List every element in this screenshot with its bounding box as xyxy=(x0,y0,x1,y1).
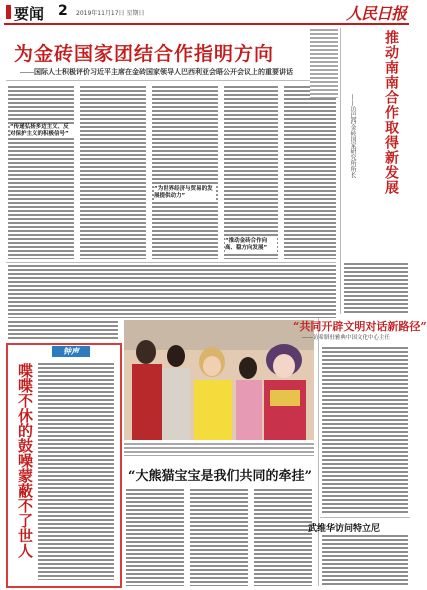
photo-caption xyxy=(124,442,314,456)
column-tag: 钟声 xyxy=(52,346,90,357)
header-rule xyxy=(4,23,409,25)
lead-subheadline: ——国际人士积极评价习近平主席在金砖国家领导人巴西利亚会晤公开会议上的重要讲话 xyxy=(20,68,293,76)
lead-bottom-rule xyxy=(6,262,336,263)
issue-date: 2019年11月17日 星期日 xyxy=(76,10,145,17)
column-divider xyxy=(340,28,341,314)
lead-column-4 xyxy=(224,85,278,259)
lead-headline[interactable]: 为金砖国家团结合作指明方向 xyxy=(14,43,275,65)
bottom-right-headline[interactable]: 武维华访问特立尼 xyxy=(308,524,381,534)
lead-column-3 xyxy=(152,85,218,259)
civilization-subheadline: ——访希腊驻雅典中国文化中心主任 xyxy=(302,335,391,341)
lead-column-5 xyxy=(284,85,336,259)
news-photo xyxy=(124,320,314,440)
panda-column-3 xyxy=(254,488,312,586)
lead-subhead-2: “为世界经济与贸易的发展提供动力” xyxy=(154,186,216,200)
bottom-right-rule xyxy=(320,517,410,518)
bottom-right-text xyxy=(322,534,408,586)
lead-subhead-3: “推动金砖合作向高、稳方向发展” xyxy=(225,238,277,252)
right-feature-text-a xyxy=(310,28,338,98)
panda-column-1 xyxy=(126,488,184,586)
right-feature-headline[interactable]: 推动南南合作取得新发展 xyxy=(383,30,399,195)
right-feature-text-b xyxy=(344,262,408,314)
lead-column-2 xyxy=(80,85,146,259)
section-marker xyxy=(6,5,11,19)
left-brief-text xyxy=(8,320,118,340)
panda-headline[interactable]: “大熊猫宝宝是我们共同的牵挂” xyxy=(128,469,312,484)
page-number: 2 xyxy=(58,3,68,19)
section-title: 要闻 xyxy=(14,5,45,23)
civilization-text xyxy=(322,346,408,514)
lead-column-1b xyxy=(8,141,74,259)
civilization-headline[interactable]: “共同开辟文明对话新路径” xyxy=(293,320,427,333)
lead-continued-text xyxy=(8,264,336,318)
right-feature-subheadline: ——访巴西金砖国家研究所所长 xyxy=(349,94,356,178)
lead-rule xyxy=(6,80,336,81)
masthead-logo: 人民日报 xyxy=(346,4,407,23)
commentary-text xyxy=(38,362,114,580)
photo-scene xyxy=(124,320,314,440)
commentary-headline[interactable]: 喋喋不休的鼓噪蒙蔽不了世人 xyxy=(16,363,34,558)
lower-divider xyxy=(318,318,319,586)
lead-subhead-1: “传递弘扬多边主义、反对保护主义的积极信号” xyxy=(10,124,74,138)
panda-column-2 xyxy=(190,488,248,586)
